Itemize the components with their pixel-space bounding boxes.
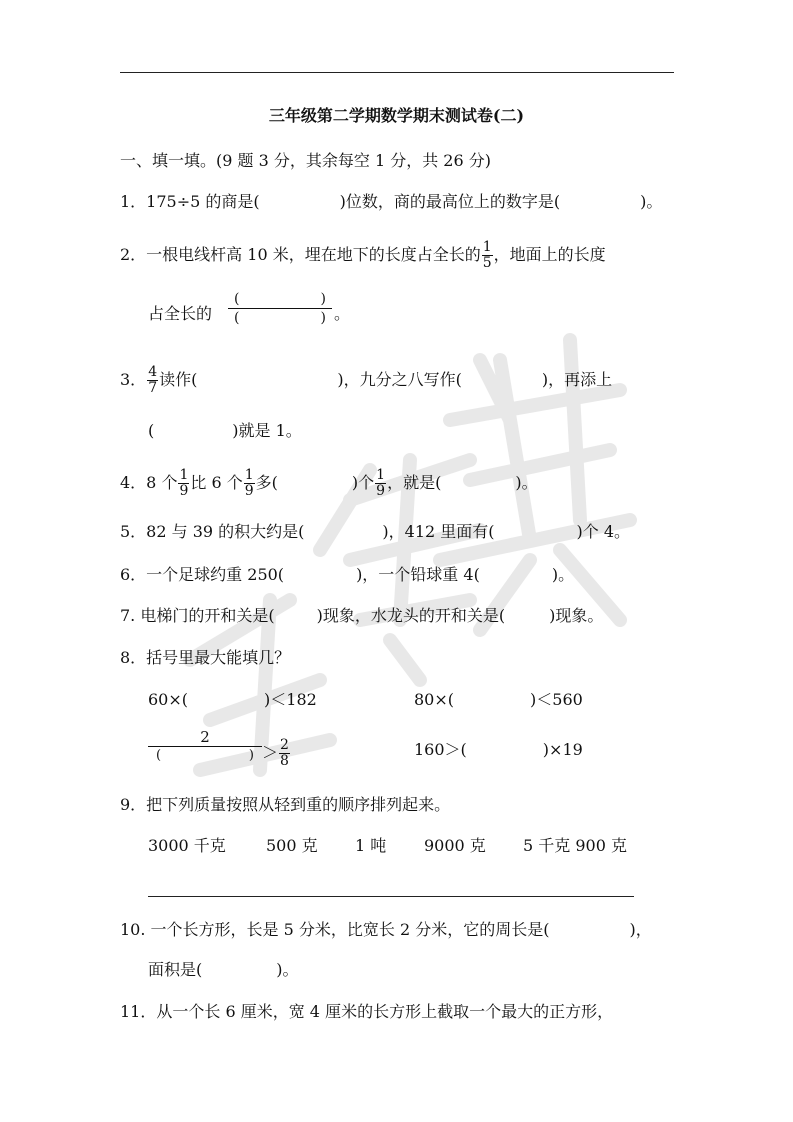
- question-2-line2: 占全长的: [148, 304, 213, 323]
- q9-item: 3000 千克: [148, 836, 226, 855]
- question-5: 5．82 与 39 的积大约是( )，412 里面有( )个 4。: [120, 522, 631, 541]
- question-3-line2: ( )就是 1。: [148, 421, 302, 440]
- q9-item: 9000 克: [424, 836, 486, 855]
- question-10-line2: 面积是( )。: [148, 960, 299, 979]
- blank-fraction[interactable]: ( ) ( ): [228, 290, 332, 327]
- question-3: 3． $\frac{4}{7}$ 读作( )，九分之八写作( )，再添上: [120, 364, 613, 396]
- question-7: 7. 电梯门的开和关是( )现象，水龙头的开和关是( )现象。: [120, 606, 604, 625]
- question-2: 2．一根电线杆高 10 米，埋在地下的长度占全长的 $\frac{1}{5}$ ，地面上的长度: [120, 239, 606, 271]
- question-6: 6．一个足球约重 250( )，一个铅球重 4( )。: [120, 565, 575, 584]
- q8-expression-3-rhs: ＞ $\frac{2}{8}$: [262, 737, 289, 769]
- fraction: $\frac{1}{9}$: [179, 467, 189, 499]
- question-2-end: 。: [334, 304, 351, 323]
- fraction: $\frac{2}{8}$: [280, 737, 289, 769]
- question-9-prompt: 9．把下列质量按照从轻到重的顺序排列起来。: [120, 795, 451, 814]
- fraction: $\frac{1}{5}$: [482, 239, 492, 271]
- q8-expression-1: 60×( )＜182: [148, 690, 317, 709]
- fraction: $\frac{1}{9}$: [376, 467, 386, 499]
- page-title: 三年级第二学期数学期末测试卷(二): [268, 106, 525, 125]
- question-4: 4．8 个 $\frac{1}{9}$ 比 6 个 $\frac{1}{9}$ 多( )个 $\frac{1}{9}$ ，就是( )。: [120, 467, 538, 499]
- question-11: 11．从一个长 6 厘米，宽 4 厘米的长方形上截取一个最大的正方形，: [120, 1002, 614, 1021]
- fraction: $\frac{1}{9}$: [244, 467, 254, 499]
- header-rule: [120, 72, 674, 73]
- q9-item: 5 千克 900 克: [523, 836, 627, 855]
- fraction: $\frac{4}{7}$: [148, 364, 158, 396]
- q9-item: 500 克: [266, 836, 318, 855]
- q8-expression-2: 80×( )＜560: [414, 690, 583, 709]
- answer-line[interactable]: [148, 896, 634, 897]
- q9-item: 1 吨: [355, 836, 387, 855]
- q8-expression-4: 160＞( )×19: [414, 740, 583, 759]
- question-8-prompt: 8．括号里最大能填几？: [120, 648, 291, 667]
- q8-expression-3: 2 ( ): [148, 728, 262, 765]
- question-1: 1．175÷5 的商是( )位数，商的最高位上的数字是( )。: [120, 192, 663, 211]
- section-heading: 一、填一填。(9 题 3 分，其余每空 1 分，共 26 分): [120, 151, 491, 170]
- question-10: 10. 一个长方形，长是 5 分米，比宽长 2 分米，它的周长是( )，: [120, 920, 652, 939]
